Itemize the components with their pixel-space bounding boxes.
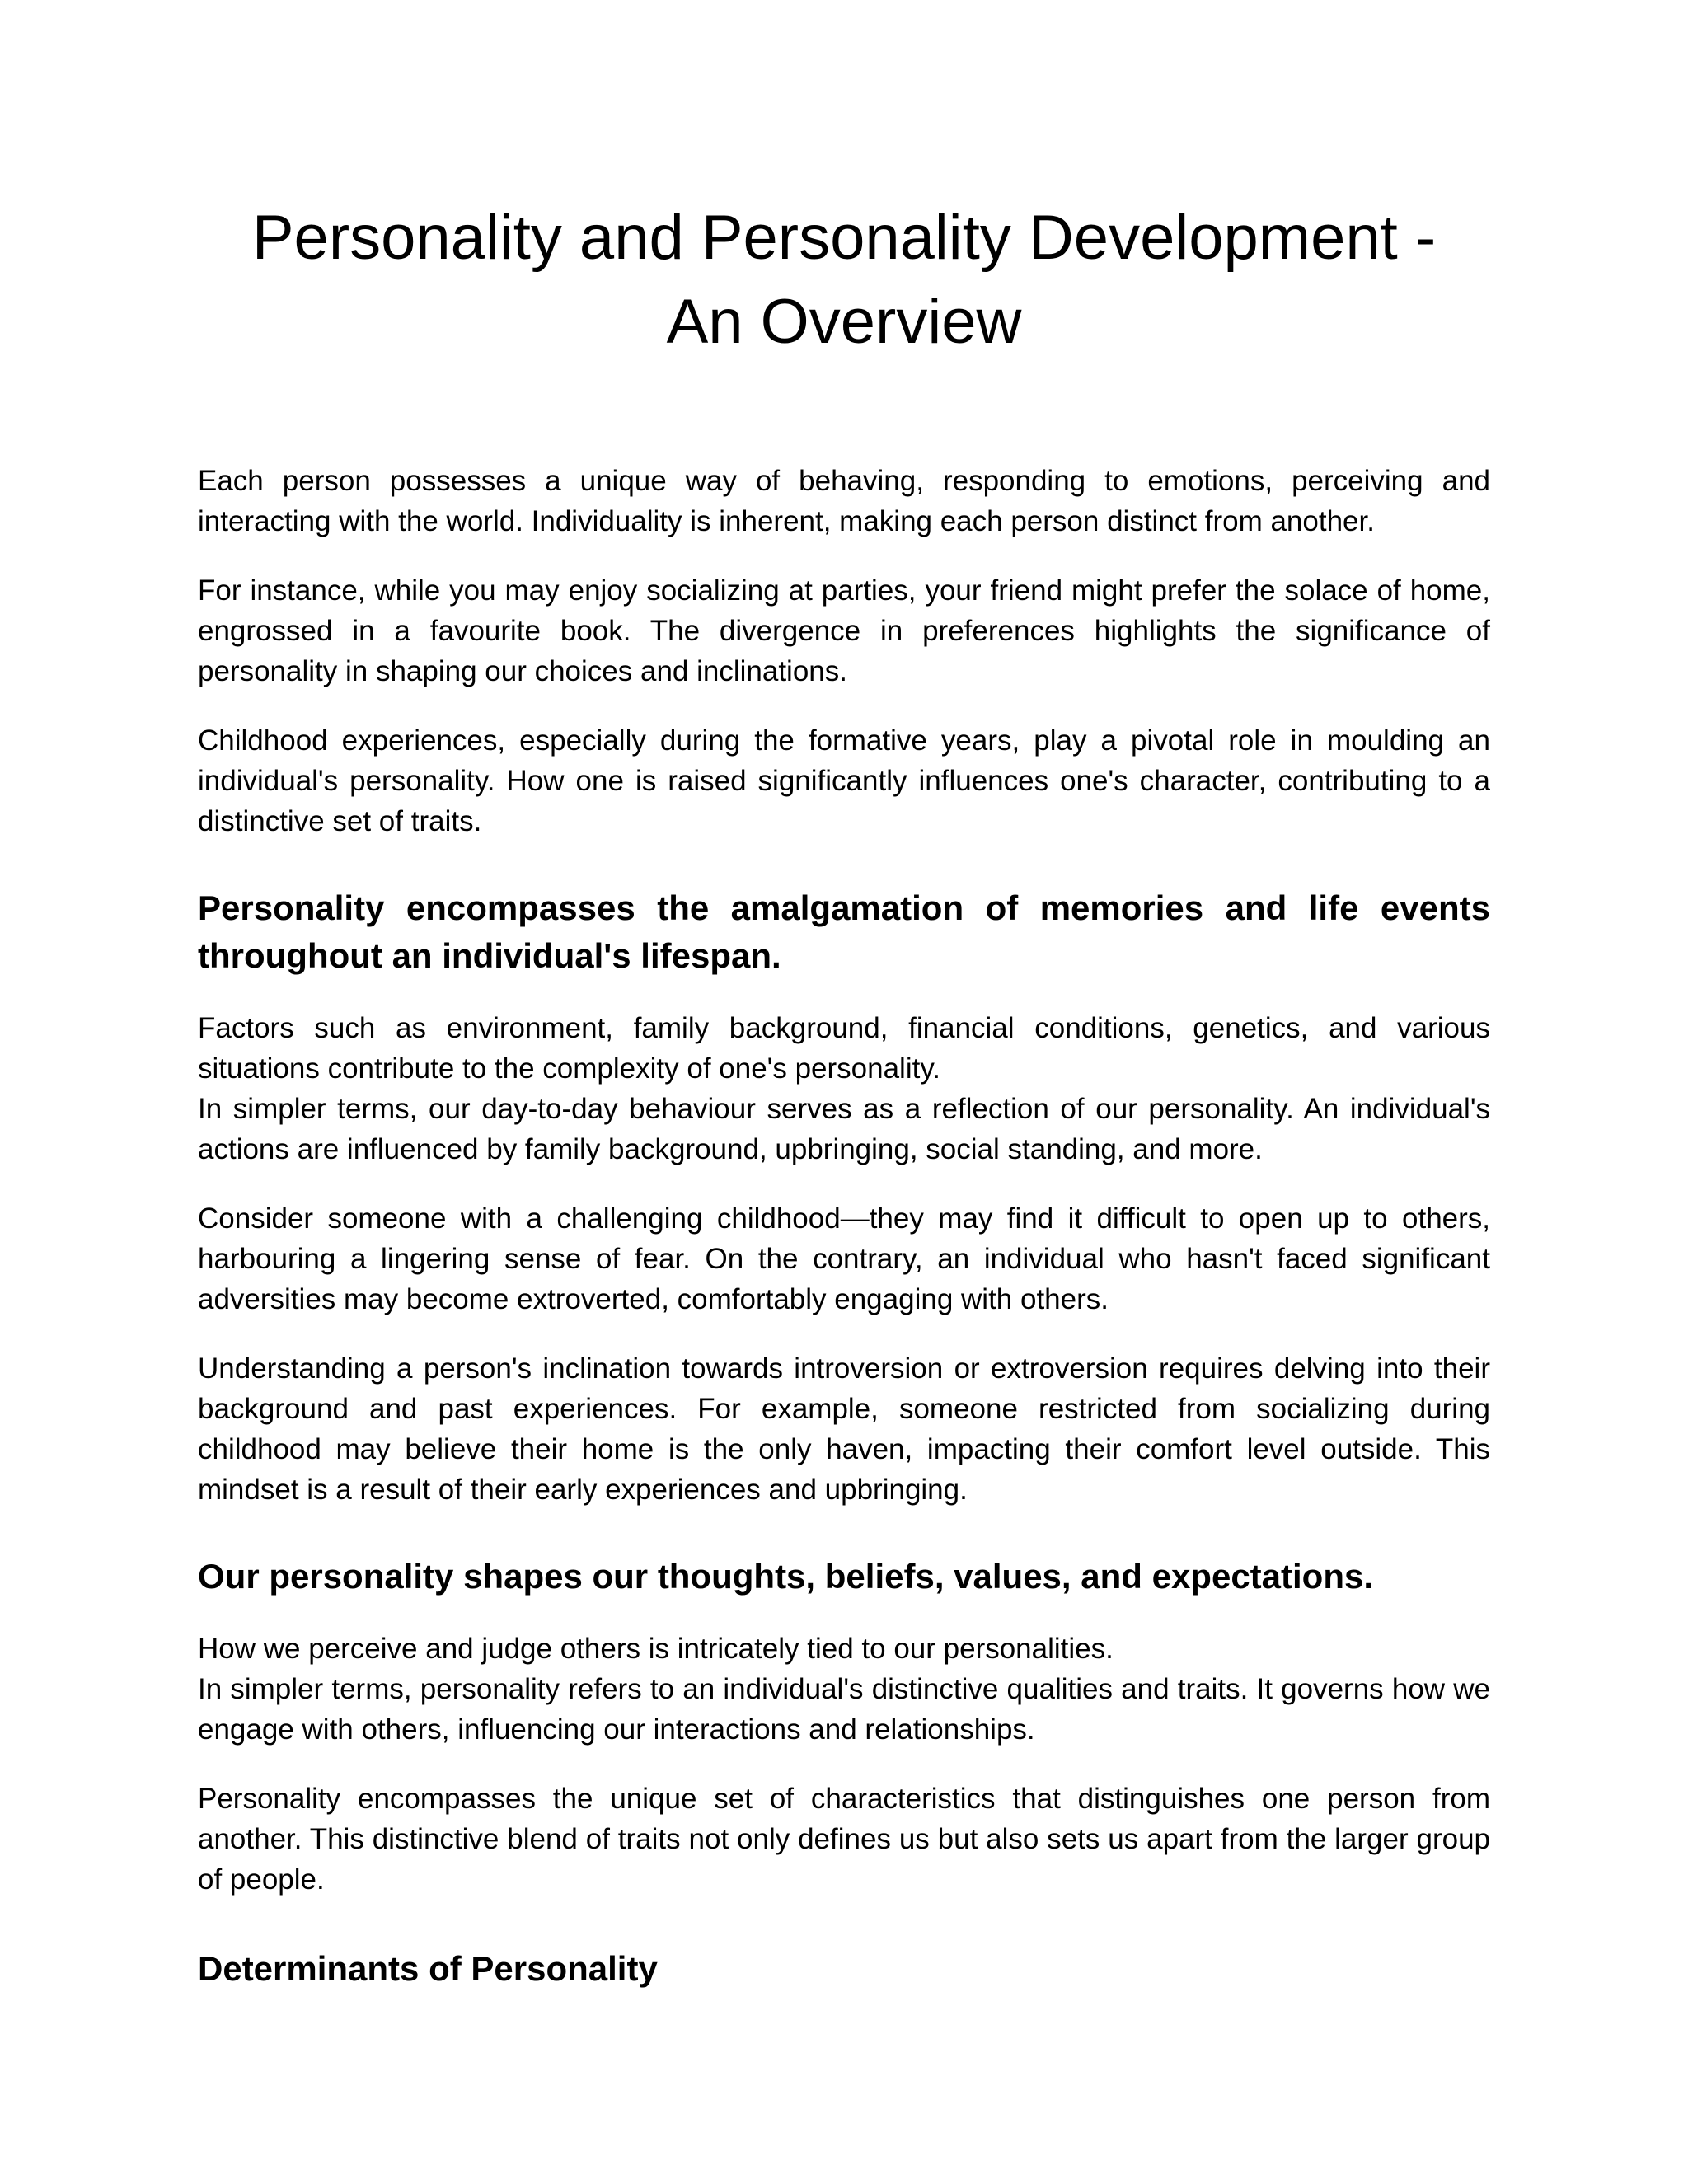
- paragraph-factors-line-2: In simpler terms, our day-to-day behaviour serves as a reflection of our personality. An individual's actions are influenced by family background, upbringing, social standing, and more.: [198, 1093, 1490, 1165]
- paragraph-intro: Each person possesses a unique way of behaving, responding to emotions, perceiving and interacting with the world. Individuality is inherent, making each person distinct from another.: [198, 465, 1490, 537]
- page-title-line-1: Personality and Personality Development -: [251, 203, 1437, 273]
- paragraph-factors: [198, 1008, 1490, 1169]
- paragraph-perception-line-2: In simpler terms, personality refers to an individual's distinctive qualities and traits. It governs how we engage with others, influencing our interactions and relationships.: [198, 1673, 1490, 1746]
- paragraph-introversion: Understanding a person's inclination towards introversion or extroversion requires delving into their background and past experiences. For example, someone restricted from socializing during childhood may believe their home is the only haven, impacting their comfort level outside. This mindset is a result of their early experiences and upbringing.: [198, 1352, 1490, 1506]
- paragraph-challenging-childhood: Consider someone with a challenging childhood—they may find it difficult to open up to others, harbouring a lingering sense of fear. On the contrary, an individual who hasn't faced significant adversities may become extroverted, comfortably engaging with others.: [198, 1202, 1490, 1315]
- document-body: [198, 461, 1490, 1993]
- heading-thoughts-beliefs: Our personality shapes our thoughts, beliefs, values, and expectations.: [198, 1557, 1374, 1596]
- paragraph-childhood: Childhood experiences, especially during the formative years, play a pivotal role in moulding an individual's personality. How one is raised significantly influences one's character, contributing to a distinctive set of traits.: [198, 724, 1490, 837]
- paragraph-perception: [198, 1629, 1490, 1750]
- page-title-line-2: An Overview: [666, 287, 1022, 357]
- paragraph-factors-line-1: Factors such as environment, family background, financial conditions, genetics, and various situations contribute to the complexity of one's personality.: [198, 1012, 1490, 1085]
- heading-memories: Personality encompasses the amalgamation of memories and life events throughout an individual's lifespan.: [198, 888, 1490, 975]
- paragraph-example: For instance, while you may enjoy socializing at parties, your friend might prefer the solace of home, engrossed in a favourite book. The divergence in preferences highlights the significance of personality in shaping our choices and inclinations.: [198, 574, 1490, 687]
- heading-determinants: Determinants of Personality: [198, 1949, 658, 1988]
- document-page: [198, 0, 1490, 2021]
- paragraph-characteristics: Personality encompasses the unique set of characteristics that distinguishes one person from another. This distinctive blend of traits not only defines us but also sets us apart from the larger group of people.: [198, 1783, 1490, 1896]
- page-title: [198, 0, 1490, 364]
- paragraph-perception-line-1: How we perceive and judge others is intricately tied to our personalities.: [198, 1633, 1114, 1665]
